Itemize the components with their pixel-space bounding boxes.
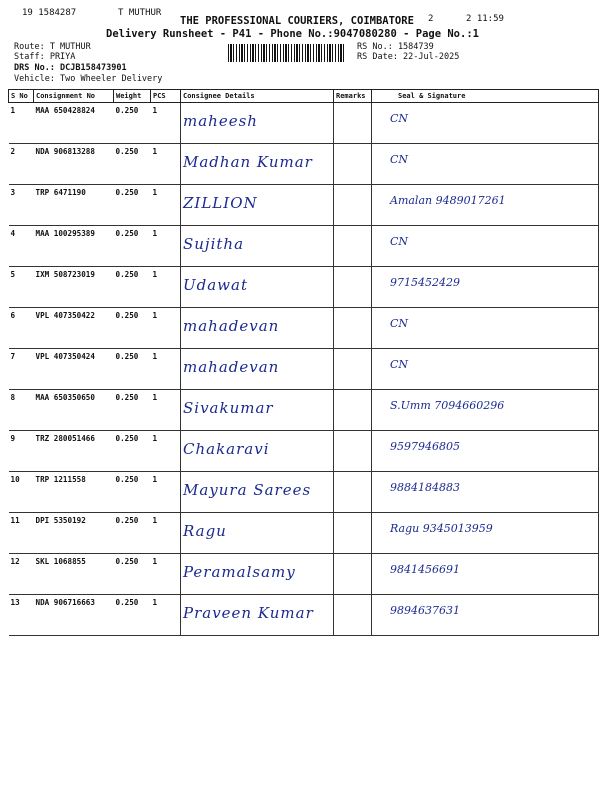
row-pcs: 1 — [151, 595, 181, 636]
row-remarks — [334, 513, 372, 554]
row-pcs: 1 — [151, 185, 181, 226]
row-remarks — [334, 185, 372, 226]
row-pcs: 1 — [151, 472, 181, 513]
row-pcs: 1 — [151, 554, 181, 595]
row-weight: 0.250 — [114, 308, 151, 349]
row-signature — [372, 308, 599, 349]
row-consignment-no: VPL 407350422 — [34, 308, 114, 349]
table-header-row — [9, 90, 599, 103]
vehicle-label: Vehicle: Two Wheeler Delivery — [14, 74, 163, 84]
row-signature — [372, 185, 599, 226]
handwritten-consignee: maheesh — [183, 112, 258, 130]
print-time: 2 11:59 — [466, 14, 504, 24]
rs-date: RS Date: 22-Jul-2025 — [357, 52, 460, 62]
row-consignment-no: NDA 906716663 — [34, 595, 114, 636]
handwritten-consignee: Peramalsamy — [183, 563, 296, 581]
handwritten-signature: Amalan 9489017261 — [390, 194, 506, 207]
row-consignment-no: TRP 1211558 — [34, 472, 114, 513]
row-pcs: 1 — [151, 226, 181, 267]
handwritten-signature: CN — [390, 112, 409, 125]
row-weight: 0.250 — [114, 226, 151, 267]
row-sno: 7 — [9, 349, 34, 390]
col-header-signature: Seal & Signature — [372, 90, 599, 103]
row-consignee — [181, 349, 334, 390]
table-row — [9, 308, 599, 349]
table-row — [9, 513, 599, 554]
handwritten-signature: CN — [390, 235, 409, 248]
row-sno: 9 — [9, 431, 34, 472]
handwritten-consignee: Madhan Kumar — [183, 153, 313, 171]
handwritten-consignee: Chakaravi — [183, 440, 270, 458]
handwritten-signature: 9894637631 — [390, 604, 460, 617]
row-signature — [372, 349, 599, 390]
table-row — [9, 472, 599, 513]
route-label: Route: T MUTHUR — [14, 42, 91, 52]
row-sno: 5 — [9, 267, 34, 308]
barcode-image — [228, 44, 346, 62]
row-signature — [372, 472, 599, 513]
handwritten-signature: 9841456691 — [390, 563, 460, 576]
handwritten-signature: CN — [390, 317, 409, 330]
col-header-weight: Weight — [114, 90, 151, 103]
row-sno: 3 — [9, 185, 34, 226]
table-row — [9, 349, 599, 390]
row-consignment-no: MAA 100295389 — [34, 226, 114, 267]
row-sno: 11 — [9, 513, 34, 554]
rs-number: RS No.: 1584739 — [357, 42, 434, 52]
handwritten-signature: 9597946805 — [390, 440, 460, 453]
row-remarks — [334, 390, 372, 431]
row-consignee — [181, 513, 334, 554]
row-consignee — [181, 595, 334, 636]
row-remarks — [334, 144, 372, 185]
row-remarks — [334, 349, 372, 390]
row-weight: 0.250 — [114, 267, 151, 308]
row-pcs: 1 — [151, 144, 181, 185]
handwritten-signature: 9715452429 — [390, 276, 460, 289]
row-sno: 8 — [9, 390, 34, 431]
row-pcs: 1 — [151, 267, 181, 308]
row-remarks — [334, 103, 372, 144]
handwritten-consignee: Sivakumar — [183, 399, 274, 417]
table-row — [9, 390, 599, 431]
row-signature — [372, 390, 599, 431]
row-consignment-no: DPI 5350192 — [34, 513, 114, 554]
row-remarks — [334, 308, 372, 349]
handwritten-consignee: Udawat — [183, 276, 248, 294]
row-remarks — [334, 472, 372, 513]
row-consignment-no: MAA 650350650 — [34, 390, 114, 431]
row-weight: 0.250 — [114, 390, 151, 431]
row-consignment-no: TRZ 280051466 — [34, 431, 114, 472]
row-signature — [372, 226, 599, 267]
col-header-sno: S No — [9, 90, 34, 103]
table-row — [9, 431, 599, 472]
row-sno: 2 — [9, 144, 34, 185]
handwritten-signature: CN — [390, 358, 409, 371]
col-header-pcs: PCS — [151, 90, 181, 103]
row-weight: 0.250 — [114, 349, 151, 390]
row-signature — [372, 103, 599, 144]
col-header-remarks: Remarks — [334, 90, 372, 103]
row-consignee — [181, 390, 334, 431]
row-weight: 0.250 — [114, 144, 151, 185]
table-row — [9, 554, 599, 595]
handwritten-consignee: mahadevan — [183, 317, 280, 335]
row-consignee — [181, 103, 334, 144]
col-header-consignment: Consignment No — [34, 90, 114, 103]
handwritten-consignee: ZILLION — [183, 194, 258, 212]
handwritten-consignee: Mayura Sarees — [183, 481, 312, 499]
row-consignment-no: SKL 1068855 — [34, 554, 114, 595]
row-consignment-no: VPL 407350424 — [34, 349, 114, 390]
handwritten-consignee: Praveen Kumar — [183, 604, 314, 622]
staff-label: Staff: PRIYA — [14, 52, 76, 62]
handwritten-signature: CN — [390, 153, 409, 166]
row-consignee — [181, 308, 334, 349]
row-sno: 10 — [9, 472, 34, 513]
handwritten-signature: S.Umm 7094660296 — [390, 399, 505, 412]
table-row — [9, 226, 599, 267]
row-signature — [372, 267, 599, 308]
table-row — [9, 267, 599, 308]
row-weight: 0.250 — [114, 513, 151, 554]
row-sno: 6 — [9, 308, 34, 349]
table-row — [9, 144, 599, 185]
row-remarks — [334, 267, 372, 308]
row-consignee — [181, 431, 334, 472]
row-signature — [372, 144, 599, 185]
row-sno: 1 — [9, 103, 34, 144]
row-signature — [372, 513, 599, 554]
handwritten-consignee: Ragu — [183, 522, 227, 540]
row-sno: 4 — [9, 226, 34, 267]
row-remarks — [334, 554, 372, 595]
print-code-right: 2 — [428, 14, 434, 24]
row-remarks — [334, 595, 372, 636]
row-remarks — [334, 431, 372, 472]
row-consignee — [181, 144, 334, 185]
row-weight: 0.250 — [114, 472, 151, 513]
drs-label: DRS No.: DCJB158473901 — [14, 63, 127, 73]
row-weight: 0.250 — [114, 185, 151, 226]
row-weight: 0.250 — [114, 595, 151, 636]
row-consignment-no: NDA 906813288 — [34, 144, 114, 185]
handwritten-consignee: Sujitha — [183, 235, 245, 253]
row-pcs: 1 — [151, 308, 181, 349]
row-sno: 12 — [9, 554, 34, 595]
row-weight: 0.250 — [114, 554, 151, 595]
row-pcs: 1 — [151, 431, 181, 472]
row-pcs: 1 — [151, 103, 181, 144]
handwritten-signature: Ragu 9345013959 — [390, 522, 493, 535]
table-row — [9, 185, 599, 226]
row-signature — [372, 431, 599, 472]
col-header-consignee: Consignee Details — [181, 90, 334, 103]
handwritten-consignee: mahadevan — [183, 358, 280, 376]
print-name-left: T MUTHUR — [118, 8, 162, 18]
row-weight: 0.250 — [114, 431, 151, 472]
row-consignee — [181, 185, 334, 226]
row-pcs: 1 — [151, 349, 181, 390]
row-remarks — [334, 226, 372, 267]
runsheet-subtitle: Delivery Runsheet - P41 - Phone No.:9047080280 - Page No.:1 — [106, 28, 479, 40]
row-consignee — [181, 554, 334, 595]
row-consignee — [181, 267, 334, 308]
table-row — [9, 595, 599, 636]
table-row — [9, 103, 599, 144]
print-code-left: 19 1584287 — [22, 8, 77, 18]
row-consignee — [181, 226, 334, 267]
row-signature — [372, 554, 599, 595]
row-signature — [372, 595, 599, 636]
row-consignee — [181, 472, 334, 513]
row-pcs: 1 — [151, 390, 181, 431]
row-consignment-no: MAA 650428824 — [34, 103, 114, 144]
handwritten-signature: 9884184883 — [390, 481, 460, 494]
row-weight: 0.250 — [114, 103, 151, 144]
row-pcs: 1 — [151, 513, 181, 554]
row-sno: 13 — [9, 595, 34, 636]
row-consignment-no: IXM 508723019 — [34, 267, 114, 308]
company-title: THE PROFESSIONAL COURIERS, COIMBATORE — [180, 15, 414, 27]
runsheet-table — [8, 89, 599, 636]
row-consignment-no: TRP 6471190 — [34, 185, 114, 226]
